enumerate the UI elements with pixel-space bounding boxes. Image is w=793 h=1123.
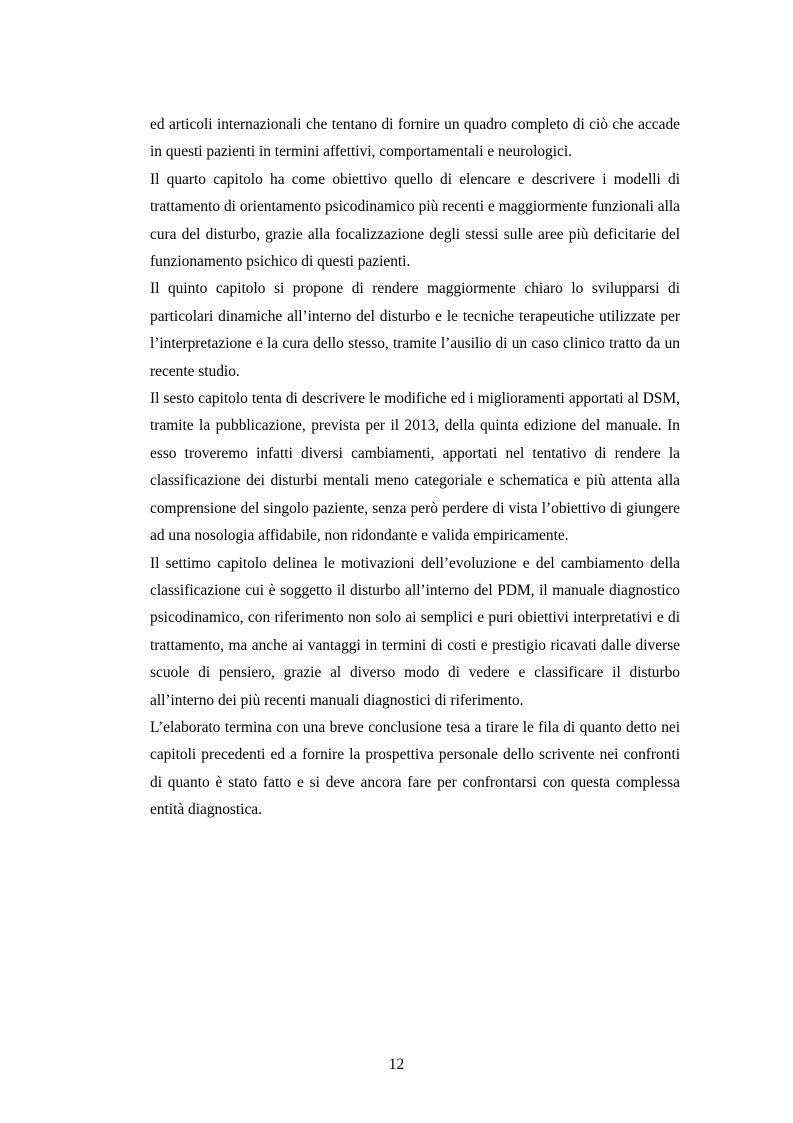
page-number: 12 [388, 1056, 405, 1073]
paragraph-chapter-six: Il sesto capitolo tenta di descrivere le modifiche ed i miglioramenti apportati al DSM, tramite la pubblicazione, prevista per il 2013, della quinta edizione del manuale. In esso troveremo infatti diversi cambiamenti, apportati nel tentativo di rendere la classificazione dei disturbi mentali meno categoriale e schematica e più attenta alla comprensione del singolo paziente, senza però perdere di vista l’obiettivo di giungere ad una nosologia affidabile, non ridondante e valida empiricamente. [150, 390, 680, 545]
paragraph-chapter-seven: Il settimo capitolo delinea le motivazioni dell’evoluzione e del cambiamento della classificazione cui è soggetto il disturbo all’interno del PDM, il manuale diagnostico psicodinamico, con riferimento non solo ai semplici e puri obiettivi interpretativi e di trattamento, ma anche ai vantaggi in termini di costi e prestigio ricavati dalle diverse scuole di pensiero, grazie al diverso modo di vedere e classificare il disturbo all’interno dei più recenti manuali diagnostici di riferimento. [150, 554, 680, 709]
paragraph-conclusion: L’elaborato termina con una breve conclusione tesa a tirare le fila di quanto detto nei capitoli precedenti ed a fornire la prospettiva personale dello scrivente nei confronti di quanto è stato fatto e si deve ancora fare per confrontarsi con questa complessa entità diagnostica. [150, 718, 680, 819]
paragraph-chapter-four: Il quarto capitolo ha come obiettivo quello di elencare e descrivere i modelli di trattamento di orientamento psicodinamico più recenti e maggiormente funzionali alla cura del disturbo, grazie alla focalizzazione degli stessi sulle aree più deficitarie del funzionamento psichico di questi pazienti. [150, 170, 680, 271]
paragraph-continuation: ed articoli internazionali che tentano di fornire un quadro completo di ciò che accade in questi pazienti in termini affettivi, comportamentali e neurologici. [150, 116, 680, 161]
paragraph-chapter-five: Il quinto capitolo si propone di rendere maggiormente chiaro lo svilupparsi di particolari dinamiche all’interno del disturbo e le tecniche terapeutiche utilizzate per l’interpretazione e la cura dello stesso, tramite l’ausilio di un caso clinico tratto da un recente studio. [150, 280, 680, 380]
body-text [150, 111, 680, 824]
